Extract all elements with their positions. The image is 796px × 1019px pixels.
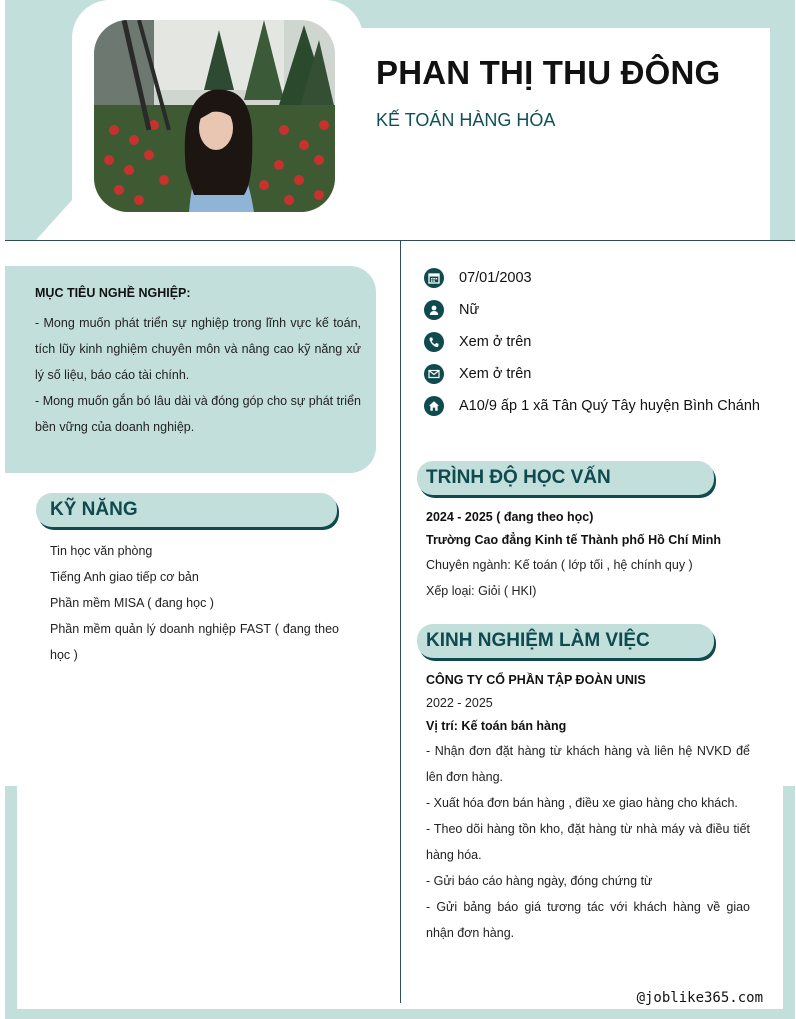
education-block: [426, 506, 750, 604]
experience-block: [426, 669, 750, 946]
skill-item: Tin học văn phòng: [50, 544, 153, 558]
experience-duty: - Xuất hóa đơn bán hàng , điều xe giao hàng cho khách.: [426, 796, 738, 810]
frame-left-border: [5, 786, 17, 1019]
home-icon: [424, 396, 444, 416]
contact-row-email: [424, 358, 784, 390]
objective-line: - Mong muốn phát triển sự nghiệp trong lĩnh vực kế toán, tích lũy kinh nghiệm chuyên môn và nâng cao kỹ năng xử lý số liệu, báo cáo tài chính.: [35, 316, 361, 382]
phone-value: Xem ở trên: [459, 334, 532, 350]
education-section-header: [417, 461, 714, 495]
contact-row-birthdate: [424, 262, 784, 294]
education-school: Trường Cao đẳng Kinh tế Thành phố Hồ Chí Minh: [426, 533, 721, 547]
calendar-icon: [424, 268, 444, 288]
experience-title: KINH NGHIỆM LÀM VIỆC: [426, 630, 650, 651]
skills-section-header: [36, 493, 337, 527]
experience-position: Vị trí: Kế toán bán hàng: [426, 719, 567, 733]
skills-title: KỸ NĂNG: [50, 499, 138, 520]
frame-right-border: [783, 786, 795, 1019]
experience-duty: - Gửi báo cáo hàng ngày, đóng chứng từ: [426, 874, 653, 888]
objective-heading: MỤC TIÊU NGHỀ NGHIỆP:: [35, 286, 191, 300]
person-icon: [424, 300, 444, 320]
contact-row-phone: [424, 326, 784, 358]
career-objective-box: [5, 266, 376, 473]
skills-list: [50, 538, 339, 668]
address-value: A10/9 ấp 1 xã Tân Quý Tây huyện Bình Chánh: [459, 398, 760, 414]
contact-info: [424, 262, 784, 422]
phone-icon: [424, 332, 444, 352]
experience-duty: - Nhận đơn đặt hàng từ khách hàng và liên hệ NVKD để lên đơn hàng.: [426, 744, 750, 784]
experience-company: CÔNG TY CỔ PHẦN TẬP ĐOÀN UNIS: [426, 673, 646, 687]
education-major: Chuyên ngành: Kế toán ( lớp tối , hệ chính quy ): [426, 558, 693, 572]
gender-value: Nữ: [459, 302, 480, 318]
skill-item: Phần mềm MISA ( đang học ): [50, 596, 214, 610]
education-period: 2024 - 2025 ( đang theo học): [426, 510, 594, 524]
experience-duty: - Theo dõi hàng tồn kho, đặt hàng từ nhà máy và điều tiết hàng hóa.: [426, 822, 750, 862]
experience-duty: - Gửi bảng báo giá tương tác với khách hàng về giao nhận đơn hàng.: [426, 900, 750, 940]
candidate-name: PHAN THỊ THU ĐÔNG: [376, 54, 721, 91]
site-watermark: @joblike365.com: [636, 990, 763, 1006]
experience-period: 2022 - 2025: [426, 696, 493, 710]
column-divider: [400, 241, 401, 1003]
avatar: [94, 20, 335, 212]
job-title: KẾ TOÁN HÀNG HÓA: [376, 110, 556, 130]
education-grade: Xếp loại: Giỏi ( HKI): [426, 584, 537, 598]
skill-item: Tiếng Anh giao tiếp cơ bản: [50, 570, 199, 584]
contact-row-address: [424, 390, 784, 422]
objective-line: - Mong muốn gắn bó lâu dài và đóng góp cho sự phát triển bền vững của doanh nghiệp.: [35, 394, 361, 434]
skill-item: Phần mềm quản lý doanh nghiệp FAST ( đang theo học ): [50, 622, 339, 662]
email-value: Xem ở trên: [459, 366, 532, 382]
header-corner-decoration: [36, 200, 72, 240]
education-title: TRÌNH ĐỘ HỌC VẤN: [426, 467, 611, 488]
email-icon: [424, 364, 444, 384]
experience-section-header: [417, 624, 714, 658]
contact-row-gender: [424, 294, 784, 326]
birthdate-value: 07/01/2003: [459, 270, 532, 286]
frame-bottom-border: [5, 1009, 795, 1019]
